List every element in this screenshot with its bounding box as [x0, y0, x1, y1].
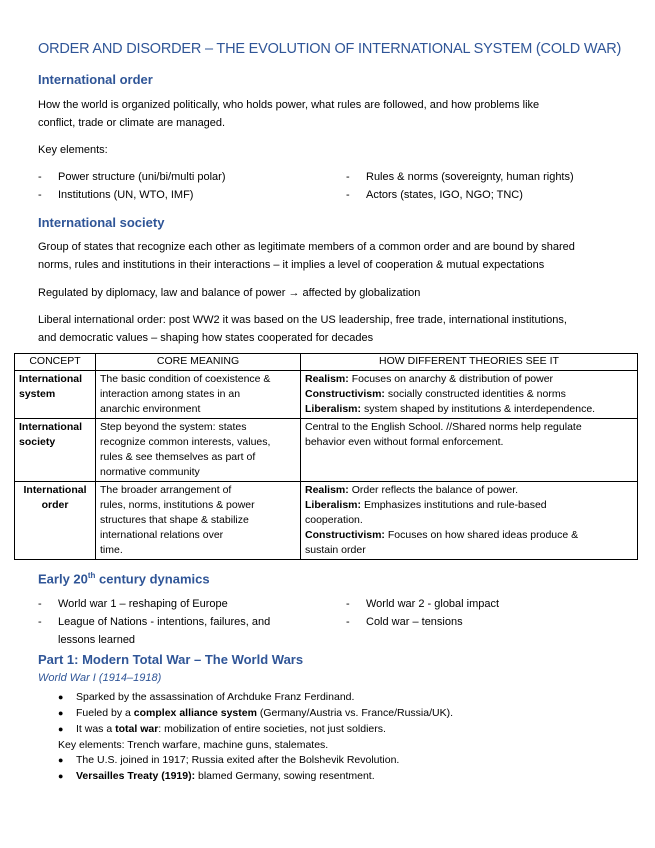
- concept-cell: International order: [15, 482, 96, 560]
- heading-part-1: Part 1: Modern Total War – The World Wars: [38, 652, 304, 667]
- paragraph-line: conflict, trade or climate are managed.: [38, 117, 226, 129]
- meaning-cell: The basic condition of coexistence & interaction among states in an anarchic environment: [96, 371, 301, 419]
- paragraph-line: How the world is organized politically, who holds power, what rules are followed, and how problems like: [38, 99, 540, 111]
- concept-cell: International society: [15, 419, 96, 482]
- concept-cell: International system: [15, 371, 96, 419]
- paragraph-line: Regulated by diplomacy, law and balance of power → affected by globalization: [38, 287, 421, 299]
- table-header-cell: CORE MEANING: [96, 354, 301, 371]
- page-title: ORDER AND DISORDER – THE EVOLUTION OF INTERNATIONAL SYSTEM (COLD WAR): [38, 41, 622, 57]
- meaning-cell: The broader arrangement of rules, norms, institutions & power structures that shape & stabilize international relations over time.: [96, 482, 301, 560]
- key-elements-label: Key elements:: [38, 144, 108, 156]
- subheading-ww1: World War I (1914–1918): [38, 672, 162, 684]
- heading-international-society: International society: [38, 215, 165, 230]
- heading-international-order: International order: [38, 72, 153, 87]
- concepts-table: [14, 353, 638, 560]
- table-header-cell: HOW DIFFERENT THEORIES SEE IT: [301, 354, 638, 371]
- table-row: [15, 371, 638, 419]
- table-header-row: [15, 354, 638, 371]
- table-row: [15, 419, 638, 482]
- table-row: [15, 482, 638, 560]
- theories-cell: Realism: Focuses on anarchy & distribution of power Constructivism: socially constructed identities & norms Liberalism: system shaped by institutions & interdependence.: [301, 371, 638, 419]
- meaning-cell: Step beyond the system: states recognize common interests, values, rules & see themselves as part of normative community: [96, 419, 301, 482]
- paragraph-line: norms, rules and institutions in their interactions – it implies a level of cooperation & mutual expectations: [38, 259, 545, 271]
- theories-cell: Central to the English School. //Shared norms help regulate behavior even without formal enforcement.: [301, 419, 638, 482]
- theories-cell: Realism: Order reflects the balance of power. Liberalism: Emphasizes institutions and rule-based cooperation. Constructivism: Focuses on how shared ideas produce & sustain order: [301, 482, 638, 560]
- key-elements-line: Key elements: Trench warfare, machine guns, stalemates.: [58, 739, 329, 751]
- paragraph-line: Group of states that recognize each other as legitimate members of a common order and are bound by shared: [38, 241, 575, 253]
- heading-early-20th-century: Early 20th century dynamics: [38, 571, 210, 587]
- paragraph-line: and democratic values – shaping how states cooperated for decades: [38, 332, 374, 344]
- paragraph-line: Liberal international order: post WW2 it was based on the US leadership, free trade, international institutions,: [38, 314, 567, 326]
- table-header-cell: CONCEPT: [15, 354, 96, 371]
